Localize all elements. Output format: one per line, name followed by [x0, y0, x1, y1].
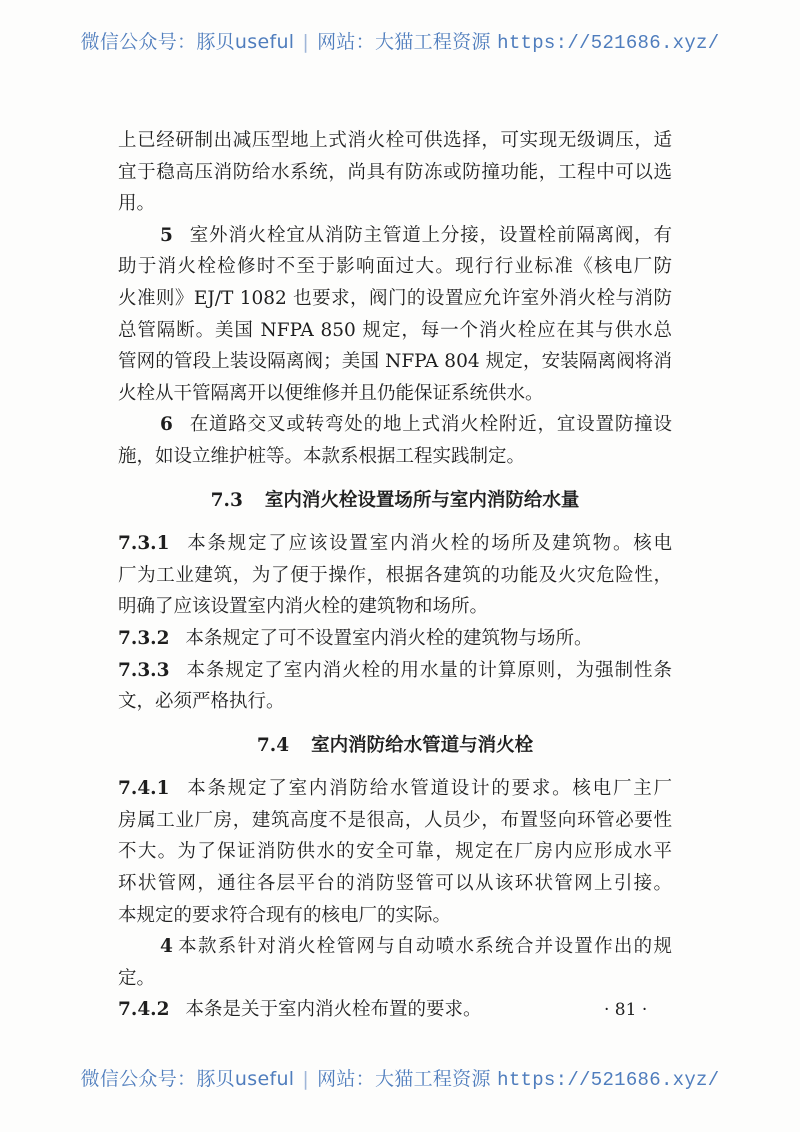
watermark-separator: |: [302, 31, 310, 53]
paragraph: [118, 623, 672, 655]
text-line: [118, 560, 672, 592]
clause-number: 7.3.3: [118, 659, 170, 681]
document-body: [118, 125, 672, 1026]
line-text: 上已经研制出减压型地上式消火栓可供选择，可实现无级调压，适: [118, 130, 672, 151]
text-line: [118, 315, 672, 347]
line-text: 本规定的要求符合现有的核电厂的实际。: [118, 904, 452, 926]
clause-number: 4: [160, 936, 173, 958]
watermark-wechat: 微信公众号：豚贝useful: [80, 31, 295, 53]
text-line: [118, 836, 672, 868]
text-line: [118, 157, 672, 189]
watermark-url: https://521686.xyz/: [497, 1069, 720, 1091]
text-line: [118, 931, 672, 963]
text-line: [118, 283, 672, 315]
watermark-site: 网站：大猫工程资源: [317, 1068, 491, 1090]
line-text: 宜于稳高压消防给水系统，尚具有防冻或防撞功能，工程中可以选: [118, 161, 672, 183]
line-text: 文，必须严格执行。: [118, 691, 285, 713]
text-line: [118, 655, 672, 687]
line-text: 环状管网，通往各层平台的消防竖管可以从该环状管网上引接。: [118, 873, 672, 895]
text-line: [118, 409, 672, 441]
watermark-url: https://521686.xyz/: [497, 32, 720, 54]
line-text: 管网的管段上装设隔离阀；美国 NFPA 804 规定，安装隔离阀将消: [118, 351, 672, 373]
clause-number: 7.4.2: [118, 999, 170, 1021]
text-line: [118, 346, 672, 378]
text-line: [118, 441, 672, 473]
line-text: 定。: [118, 967, 156, 989]
clause-number: 7.3.2: [118, 627, 170, 649]
section-heading: [118, 485, 672, 517]
clause-number: 6: [160, 414, 173, 436]
text-line: [118, 994, 672, 1026]
paragraph: [118, 528, 672, 623]
paragraph: [118, 655, 672, 718]
line-text: 厂为工业建筑，为了便于操作，根据各建筑的功能及火灾危险性，: [118, 564, 672, 586]
watermark-top: [0, 27, 800, 54]
line-text: 不大。为了保证消防供水的安全可靠，规定在厂房内应形成水平: [118, 841, 672, 863]
paragraph: [118, 409, 672, 472]
line-text: 用。: [118, 193, 156, 215]
line-text: 本条是关于室内消火栓布置的要求。: [185, 999, 482, 1021]
clause-number: 5: [160, 224, 173, 246]
text-line: [118, 623, 672, 655]
text-line: [118, 900, 672, 932]
watermark-wechat: 微信公众号：豚贝useful: [80, 1068, 295, 1090]
line-text: 室外消火栓宜从消防主管道上分接，设置栓前隔离阀，有: [188, 224, 672, 246]
line-text: 明确了应该设置室内消火栓的建筑物和场所。: [118, 596, 489, 618]
watermark-bottom: [0, 1064, 800, 1091]
line-text: 总管隔断。美国 NFPA 850 规定，每一个消火栓应在其与供水总: [118, 319, 672, 341]
text-line: [118, 251, 672, 283]
watermark-site: 网站：大猫工程资源: [317, 31, 491, 53]
text-line: [118, 686, 672, 718]
text-line: [118, 868, 672, 900]
text-line: [118, 125, 672, 157]
line-text: 火栓从干管隔离开以便维修并且仍能保证系统供水。: [118, 382, 544, 404]
line-text: 本条规定了室内消火栓的用水量的计算原则，为强制性条: [185, 659, 672, 681]
paragraph: [118, 220, 672, 410]
section-number: 7.3: [210, 489, 243, 511]
section-number: 7.4: [256, 734, 290, 756]
text-line: [118, 773, 672, 805]
paragraph: [118, 931, 672, 994]
page-number: · 81 ·: [604, 1000, 648, 1020]
line-text: 火准则》EJ/T 1082 也要求，阀门的设置应允许室外消火栓与消防: [118, 287, 672, 309]
text-line: [118, 963, 672, 995]
line-text: 本条规定了室内消防给水管道设计的要求。核电厂主厂: [185, 778, 672, 800]
clause-number: 7.4.1: [118, 778, 170, 800]
watermark-separator: |: [302, 1068, 310, 1090]
text-line: [118, 591, 672, 623]
text-line: [118, 220, 672, 252]
text-line: [118, 805, 672, 837]
line-text: 房属工业厂房，建筑高度不是很高，人员少，布置竖向环管必要性: [118, 809, 672, 831]
paragraph: [118, 773, 672, 931]
text-line: [118, 528, 672, 560]
line-text: 本条规定了应该设置室内消火栓的场所及建筑物。核电: [185, 533, 672, 555]
line-text: 本款系针对消火栓管网与自动喷水系统合并设置作出的规: [176, 936, 672, 958]
line-text: 本条规定了可不设置室内消火栓的建筑物与场所。: [185, 627, 593, 649]
section-title: 室内消防给水管道与消火栓: [311, 734, 534, 756]
line-text: 在道路交叉或转弯处的地上式消火栓附近，宜设置防撞设: [188, 414, 672, 436]
paragraph: [118, 994, 672, 1026]
section-title: 室内消火栓设置场所与室内消防给水量: [264, 489, 580, 511]
text-line: [118, 378, 672, 410]
clause-number: 7.3.1: [118, 533, 170, 555]
section-heading: [118, 730, 672, 762]
text-line: [118, 188, 672, 220]
line-text: 施，如设立维护桩等。本款系根据工程实践制定。: [118, 445, 526, 467]
line-text: 助于消火栓检修时不至于影响面过大。现行行业标准《核电厂防: [118, 256, 672, 278]
paragraph: [118, 125, 672, 220]
